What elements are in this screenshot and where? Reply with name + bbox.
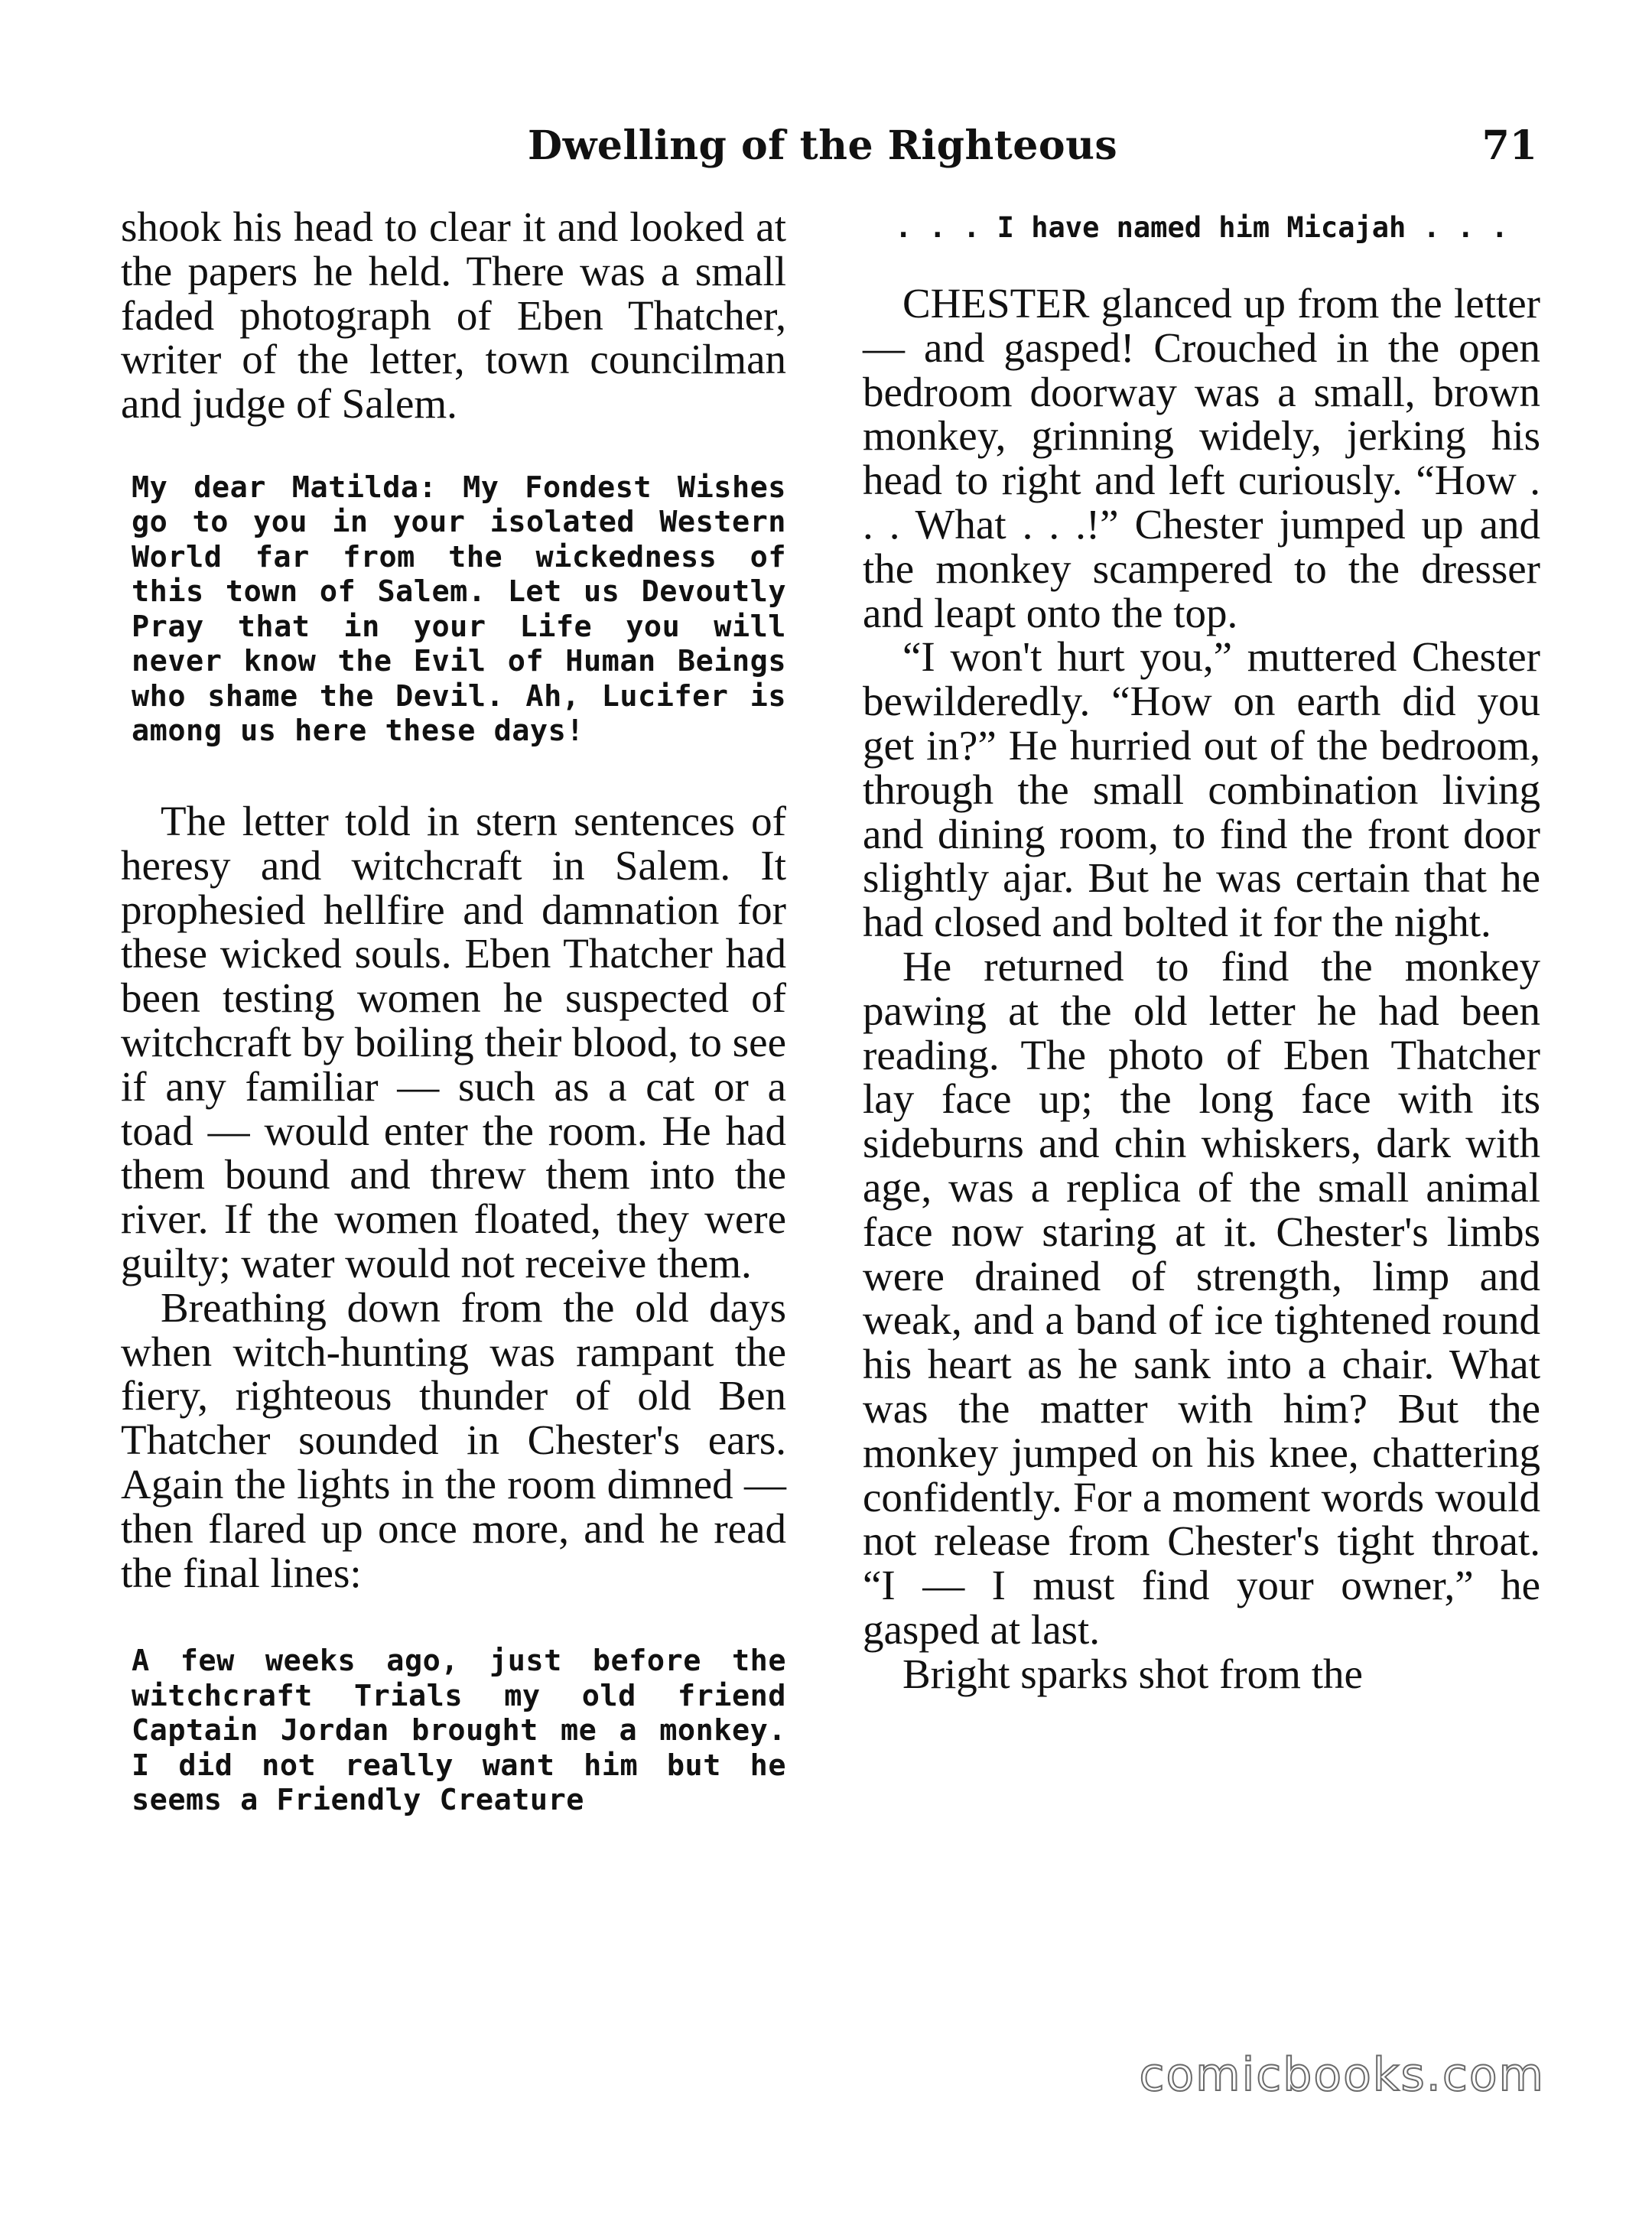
paragraph: He returned to find the monkey pawing at the old letter he had been reading. The photo of Eben Thatcher lay face up; the long face with its sideburns and chin whiskers, dark with age, was a replica of the small animal face now staring at it. Chester's limbs were drained of strength, limp and weak, and a band of ice tightened round his heart as he sank into a chair. What was the matter with him? But the monkey jumped on his knee, chattering confidently. For a moment words would not release from Chester's tight throat. “I — I must find your owner,” he gasped at last. [863,942,1540,1653]
running-header [528,122,1537,191]
left-column [121,205,786,1818]
paragraph: Breathing down from the old days when witch-hunting was rampant the fiery, righteous thunder of old Ben Thatcher sounded in Chester's ears. Again the lights in the room dimned — then flared up once more, and he read the final lines: [121,1283,786,1596]
paragraph: Bright sparks shot from the [902,1650,1363,1697]
watermark-logo: comicbooks.com [1139,2048,1545,2102]
running-title: Dwelling of the Righteous [528,122,1118,169]
page-number: 71 [1481,122,1537,169]
right-column [863,205,1540,1696]
letter-excerpt: A few weeks ago, just before the witchcraft Trials my old friend Captain Jordan brought me a monkey. I did not really want him but he seems a Friendly Creature [132,1644,786,1818]
letter-continuation: . . . I have named him Micajah . . . [895,211,1508,244]
paragraph: CHESTER glanced up from the letter — and gasped! Crouched in the open bedroom doorway was a small, brown monkey, grinning widely, jerking his head to right and left curiously. “How . . . What . . .!” Chester jumped up and the monkey scampered to the dresser and leapt onto the top. [863,280,1540,636]
paragraph: “I won't hurt you,” muttered Chester bewilderedly. “How on earth did you get in?” He hurried out of the bedroom, through the small combination living and dining room, to find the front door slightly ajar. But he was certain that he had closed and bolted it for the night. [863,633,1540,946]
paragraph: shook his head to clear it and looked at the papers he held. There was a small faded photograph of Eben Thatcher, writer of the letter, town councilman and judge of Salem. [121,203,786,428]
letter-excerpt: My dear Matilda: My Fondest Wishes go to you in your isolated Western World far from the wickedness of this town of Salem. Let us Devoutly Pray that in your Life you will never know the Evil of Human Beings who shame the Devil. Ah, Lucifer is among us here these days! [132,470,786,749]
paragraph: The letter told in stern sentences of heresy and witchcraft in Salem. It prophesied hellfire and damnation for these wicked souls. Eben Thatcher had been testing women he suspected of witchcraft by boiling their blood, to see if any familiar — such as a cat or a toad — would enter the room. He had them bound and threw them into the river. If the women floated, they were guilty; water would not receive them. [121,797,786,1286]
